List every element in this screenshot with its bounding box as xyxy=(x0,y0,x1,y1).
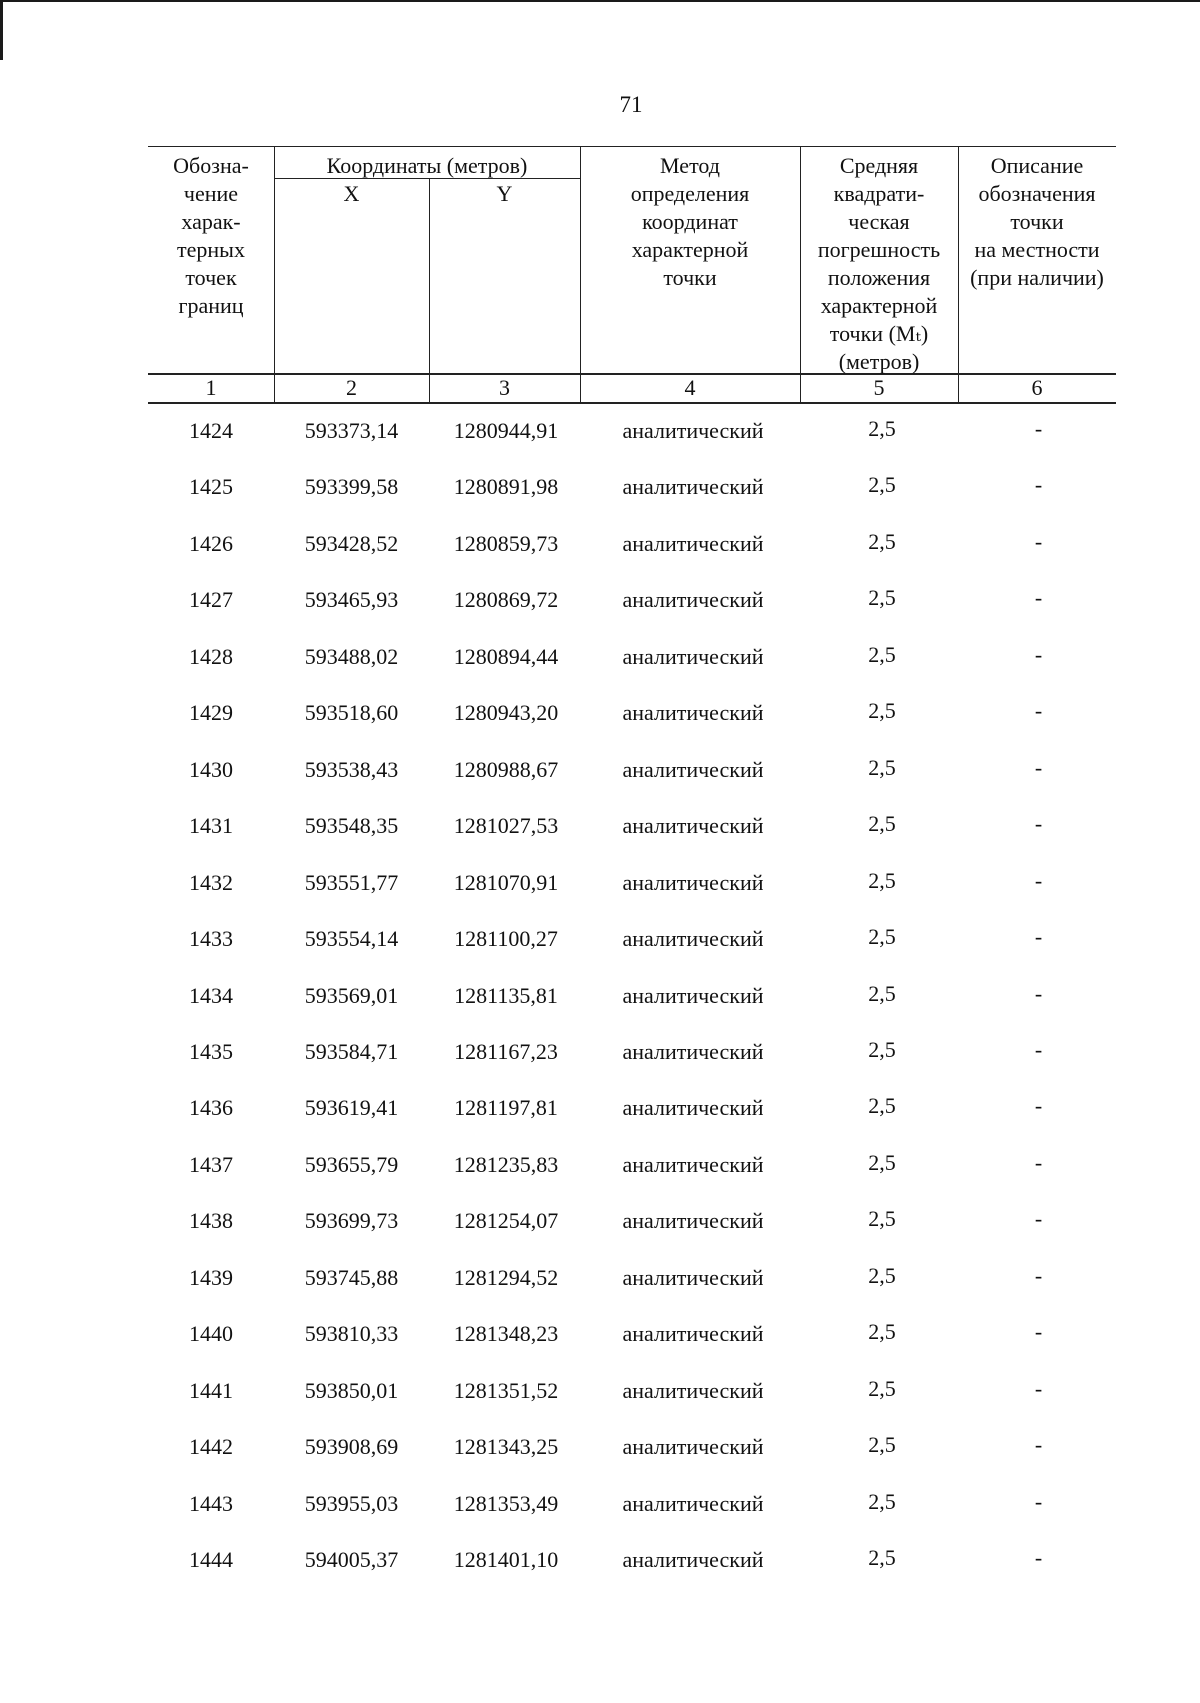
cell-method: аналитический xyxy=(622,982,764,1008)
cell-error: 2,5 xyxy=(868,698,896,724)
table-row xyxy=(148,1540,1116,1580)
cell-description: - xyxy=(1034,980,1043,1006)
cell-coord-y: 1280944,91 xyxy=(453,418,559,443)
cell-coord-y: 1280891,98 xyxy=(453,474,559,500)
cell-point-id: 1427 xyxy=(189,587,233,613)
cell-coord-y: 1281100,27 xyxy=(454,926,558,951)
column-number-3: 3 xyxy=(499,375,510,400)
cell-error: 2,5 xyxy=(868,1149,896,1175)
cell-method: аналитический xyxy=(622,756,764,782)
table-row xyxy=(148,580,1116,620)
cell-coord-y: 1280943,20 xyxy=(453,700,559,726)
cell-error: 2,5 xyxy=(868,472,896,498)
cell-coord-y: 1281235,83 xyxy=(453,1151,559,1177)
cell-coord-y: 1281027,53 xyxy=(453,813,559,839)
table-row xyxy=(148,919,1116,959)
cell-description: - xyxy=(1034,528,1043,554)
cell-coord-x: 593554,14 xyxy=(304,926,399,951)
column-number-1: 1 xyxy=(205,375,217,400)
cell-coord-y: 1281135,81 xyxy=(454,982,558,1008)
cell-description: - xyxy=(1034,1545,1043,1570)
cell-coord-x: 593518,60 xyxy=(304,700,399,726)
cell-method: аналитический xyxy=(622,1434,764,1460)
page-number: 71 xyxy=(619,92,643,117)
cell-coord-y: 1281070,91 xyxy=(453,869,559,895)
cell-point-id: 1426 xyxy=(189,530,233,556)
cell-method: аналитический xyxy=(622,1264,764,1290)
table-row xyxy=(148,1201,1116,1241)
cell-point-id: 1428 xyxy=(189,643,233,669)
column-number-5: 5 xyxy=(873,375,885,400)
cell-method: аналитический xyxy=(622,1547,764,1572)
header-divider-2 xyxy=(429,178,430,402)
cell-description: - xyxy=(1034,1375,1043,1401)
table-row xyxy=(148,467,1116,507)
column-numbers-bottom-border xyxy=(148,402,1116,404)
cell-method: аналитический xyxy=(622,1377,764,1403)
cell-description: - xyxy=(1034,472,1043,498)
table-row xyxy=(148,806,1116,846)
cell-coord-y: 1281197,81 xyxy=(454,1095,558,1121)
cell-coord-y: 1280988,67 xyxy=(453,756,559,782)
cell-error: 2,5 xyxy=(868,585,896,611)
cell-method: аналитический xyxy=(622,530,764,556)
cell-coord-x: 594005,37 xyxy=(304,1547,399,1572)
table-row xyxy=(148,693,1116,733)
cell-point-id: 1438 xyxy=(189,1208,233,1234)
cell-description: - xyxy=(1034,416,1043,441)
cell-description: - xyxy=(1034,1432,1043,1458)
cell-error: 2,5 xyxy=(868,1319,896,1345)
header-coordinates: Координаты (метров) xyxy=(326,153,528,178)
cell-method: аналитический xyxy=(622,587,764,613)
cell-error: 2,5 xyxy=(868,754,896,780)
cell-coord-y: 1281343,25 xyxy=(453,1434,559,1460)
cell-method: аналитический xyxy=(622,869,764,895)
table-row xyxy=(148,524,1116,564)
cell-coord-x: 593745,88 xyxy=(304,1264,399,1290)
header-description: Описание обозначения точки на местности (при наличии) xyxy=(970,153,1104,290)
cell-coord-y: 1281294,52 xyxy=(453,1264,559,1290)
cell-description: - xyxy=(1034,1149,1043,1175)
cell-coord-y: 1281353,49 xyxy=(453,1490,559,1516)
scan-edge-top xyxy=(0,0,1200,2)
cell-error: 2,5 xyxy=(868,811,896,837)
table-row xyxy=(148,1088,1116,1128)
cell-method: аналитический xyxy=(622,813,764,839)
cell-coord-x: 593908,69 xyxy=(304,1434,399,1460)
table-row xyxy=(148,1371,1116,1411)
cell-point-id: 1439 xyxy=(189,1264,233,1290)
header-x: X xyxy=(343,181,360,206)
cell-coord-y: 1280894,44 xyxy=(453,643,559,669)
cell-description: - xyxy=(1034,1488,1043,1514)
cell-coord-x: 593955,03 xyxy=(304,1490,399,1516)
header-y: Y xyxy=(496,181,513,206)
cell-point-id: 1434 xyxy=(189,982,233,1008)
cell-point-id: 1425 xyxy=(189,474,233,500)
cell-coord-x: 593569,01 xyxy=(304,982,399,1008)
table-row xyxy=(148,750,1116,790)
cell-coord-y: 1281348,23 xyxy=(453,1321,559,1347)
cell-coord-x: 593428,52 xyxy=(304,530,399,556)
cell-error: 2,5 xyxy=(868,528,896,554)
cell-point-id: 1444 xyxy=(189,1547,233,1572)
cell-method: аналитический xyxy=(622,700,764,726)
cell-description: - xyxy=(1034,867,1043,893)
cell-coord-y: 1280859,73 xyxy=(453,530,559,556)
table-row xyxy=(148,1032,1116,1072)
cell-coord-x: 593655,79 xyxy=(304,1151,399,1177)
cell-description: - xyxy=(1034,1037,1043,1062)
cell-coord-x: 593810,33 xyxy=(304,1321,399,1347)
cell-description: - xyxy=(1034,585,1043,611)
cell-point-id: 1443 xyxy=(189,1490,233,1516)
cell-error: 2,5 xyxy=(868,1432,896,1458)
cell-coord-x: 593619,41 xyxy=(304,1095,399,1121)
cell-description: - xyxy=(1034,754,1043,780)
table-row xyxy=(148,637,1116,677)
cell-error: 2,5 xyxy=(868,1262,896,1288)
cell-point-id: 1424 xyxy=(189,418,233,443)
cell-point-id: 1442 xyxy=(189,1434,233,1460)
cell-description: - xyxy=(1034,1093,1043,1119)
cell-error: 2,5 xyxy=(868,1037,896,1062)
cell-description: - xyxy=(1034,924,1043,949)
table-row xyxy=(148,976,1116,1016)
table-row xyxy=(148,863,1116,903)
table-row xyxy=(148,1145,1116,1185)
cell-method: аналитический xyxy=(622,474,764,500)
cell-coord-y: 1281401,10 xyxy=(453,1547,559,1572)
cell-coord-x: 593584,71 xyxy=(304,1039,399,1064)
cell-point-id: 1431 xyxy=(189,813,233,839)
cell-coord-x: 593465,93 xyxy=(304,587,399,613)
header-method: Метод определения координат характерной точки xyxy=(630,153,750,290)
cell-method: аналитический xyxy=(622,1095,764,1121)
cell-point-id: 1435 xyxy=(189,1039,233,1064)
cell-point-id: 1430 xyxy=(189,756,233,782)
cell-point-id: 1437 xyxy=(189,1151,233,1177)
table-row xyxy=(148,1484,1116,1524)
cell-coord-x: 593488,02 xyxy=(304,643,399,669)
cell-method: аналитический xyxy=(622,643,764,669)
cell-point-id: 1429 xyxy=(189,700,233,726)
cell-point-id: 1433 xyxy=(189,926,233,951)
cell-method: аналитический xyxy=(622,418,764,443)
cell-method: аналитический xyxy=(622,926,764,951)
cell-coord-y: 1281167,23 xyxy=(454,1039,558,1064)
cell-error: 2,5 xyxy=(868,1093,896,1119)
cell-error: 2,5 xyxy=(868,867,896,893)
cell-method: аналитический xyxy=(622,1151,764,1177)
cell-description: - xyxy=(1034,698,1043,724)
cell-error: 2,5 xyxy=(868,1206,896,1232)
table-row xyxy=(148,1427,1116,1467)
cell-coord-x: 593551,77 xyxy=(304,869,399,895)
cell-error: 2,5 xyxy=(868,980,896,1006)
cell-error: 2,5 xyxy=(868,1488,896,1514)
cell-method: аналитический xyxy=(622,1039,764,1064)
scan-edge-left xyxy=(0,0,3,60)
table-row xyxy=(148,1258,1116,1298)
header-mean-square-error: Средняя квадрати- ческая погрешность положения характерной точки (Mₜ) (метров) xyxy=(817,153,941,374)
cell-method: аналитический xyxy=(622,1321,764,1347)
cell-coord-y: 1281254,07 xyxy=(453,1208,559,1234)
cell-point-id: 1436 xyxy=(189,1095,233,1121)
table-row xyxy=(148,1314,1116,1354)
table-top-border xyxy=(148,146,1116,147)
cell-description: - xyxy=(1034,811,1043,837)
cell-point-id: 1441 xyxy=(189,1377,233,1403)
cell-error: 2,5 xyxy=(868,641,896,667)
cell-description: - xyxy=(1034,1319,1043,1345)
header-point-designation: Обозна- чение харак- терных точек границ xyxy=(173,153,249,318)
cell-error: 2,5 xyxy=(868,1545,896,1570)
cell-error: 2,5 xyxy=(868,924,896,949)
cell-point-id: 1432 xyxy=(189,869,233,895)
cell-description: - xyxy=(1034,1206,1043,1232)
cell-coord-y: 1281351,52 xyxy=(453,1377,559,1403)
cell-coord-x: 593373,14 xyxy=(304,418,399,443)
cell-method: аналитический xyxy=(622,1490,764,1516)
cell-point-id: 1440 xyxy=(189,1321,233,1347)
table-row xyxy=(148,411,1116,451)
column-number-6: 6 xyxy=(1031,375,1043,400)
cell-coord-x: 593699,73 xyxy=(304,1208,399,1234)
cell-coord-x: 593399,58 xyxy=(304,474,399,500)
cell-coord-x: 593850,01 xyxy=(304,1377,399,1403)
column-number-2: 2 xyxy=(346,375,357,400)
cell-description: - xyxy=(1034,641,1043,667)
cell-error: 2,5 xyxy=(868,1375,896,1401)
cell-coord-y: 1280869,72 xyxy=(453,587,559,613)
column-number-4: 4 xyxy=(684,375,696,400)
cell-coord-x: 593548,35 xyxy=(304,813,399,839)
cell-coord-x: 593538,43 xyxy=(304,756,399,782)
cell-error: 2,5 xyxy=(868,416,896,441)
cell-method: аналитический xyxy=(622,1208,764,1234)
cell-description: - xyxy=(1034,1262,1043,1288)
